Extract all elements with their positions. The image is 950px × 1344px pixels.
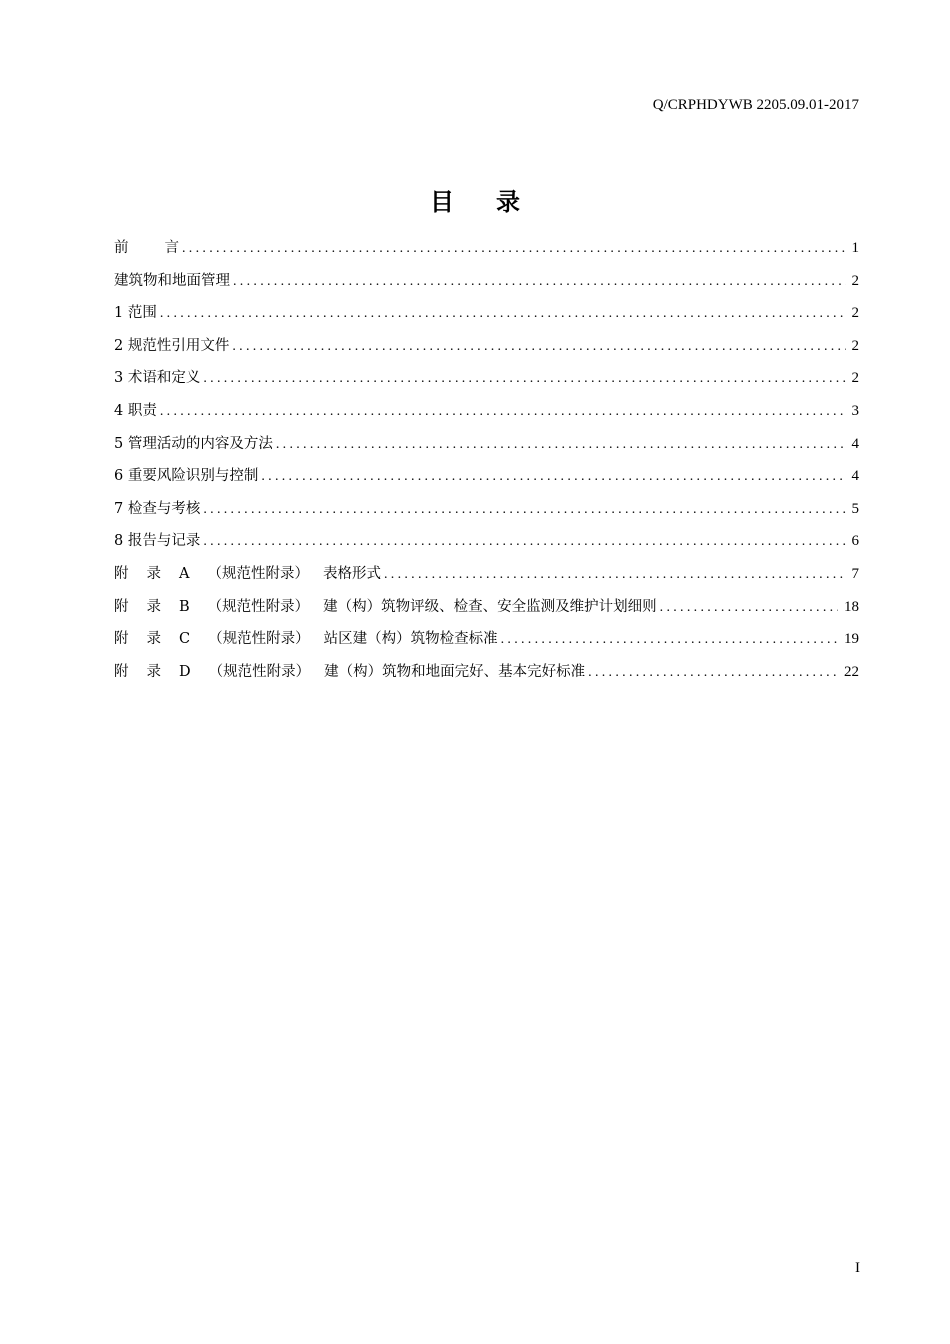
toc-entry-label-part: D bbox=[179, 663, 191, 680]
toc-entry-page: 4 bbox=[851, 468, 859, 485]
toc-entry-label-part: 8 报告与记录 bbox=[114, 533, 201, 550]
toc-entry-page: 6 bbox=[851, 533, 859, 550]
toc-entry[interactable] bbox=[114, 497, 859, 530]
toc-entry-label-part: 附 bbox=[114, 631, 129, 648]
toc-entry-label-part: 1 范围 bbox=[114, 305, 157, 322]
toc-entry-page: 2 bbox=[851, 272, 859, 289]
toc-title-part1: 目 bbox=[430, 188, 454, 216]
toc-leader-dots bbox=[160, 306, 846, 322]
toc-leader-dots bbox=[501, 632, 838, 648]
toc-entry[interactable] bbox=[114, 366, 859, 399]
toc-entry-label-part: 附 bbox=[114, 565, 129, 582]
toc-entry-label-part: （规范性附录） bbox=[208, 631, 310, 648]
toc-entry-label bbox=[114, 660, 588, 681]
toc-entry-label bbox=[114, 562, 384, 583]
toc-entry[interactable] bbox=[114, 269, 859, 302]
toc-entry-label-part: 站区建（构）筑物检查标准 bbox=[323, 631, 498, 648]
toc-leader-dots bbox=[276, 437, 846, 453]
toc-entry[interactable] bbox=[114, 334, 859, 367]
toc-entry-page: 2 bbox=[851, 370, 859, 387]
toc-title bbox=[0, 182, 950, 217]
toc-entry-page: 1 bbox=[851, 240, 859, 256]
toc-entry[interactable] bbox=[114, 236, 859, 269]
toc-entry-label bbox=[114, 529, 203, 550]
toc-leader-dots bbox=[203, 502, 845, 518]
toc-entry-page: 18 bbox=[844, 598, 859, 615]
toc-leader-dots bbox=[588, 665, 838, 681]
toc-entry-label-part: 建（构）筑物评级、检查、安全监测及维护计划细则 bbox=[323, 598, 657, 615]
toc-leader-dots bbox=[384, 567, 846, 583]
toc-entry-label bbox=[114, 366, 203, 387]
toc-entry[interactable] bbox=[114, 464, 859, 497]
toc-entry-page: 7 bbox=[851, 565, 859, 582]
toc-entry[interactable] bbox=[114, 301, 859, 334]
toc-entry-label-part: 3 术语和定义 bbox=[114, 370, 201, 387]
toc-leader-dots bbox=[660, 600, 838, 616]
toc-entry-page: 4 bbox=[851, 435, 859, 452]
toc-leader-dots bbox=[203, 371, 845, 387]
toc-entry-label-part: 7 检查与考核 bbox=[114, 500, 201, 517]
table-of-contents bbox=[114, 236, 859, 692]
toc-leader-dots bbox=[160, 404, 846, 420]
toc-entry-label-part: 附 bbox=[114, 663, 129, 680]
toc-entry-label bbox=[114, 432, 276, 453]
toc-entry-label-part: 5 管理活动的内容及方法 bbox=[114, 435, 273, 452]
toc-entry-label bbox=[114, 627, 501, 648]
toc-entry-label bbox=[114, 497, 203, 518]
toc-title-part2: 录 bbox=[496, 188, 520, 216]
toc-entry-label-part: 2 规范性引用文件 bbox=[114, 337, 230, 354]
toc-entry-label-part: （规范性附录） bbox=[207, 598, 310, 615]
toc-entry-label-part: 附 bbox=[114, 598, 129, 615]
toc-entry-label bbox=[114, 399, 160, 420]
toc-leader-dots bbox=[182, 241, 846, 257]
toc-entry-label-part: 录 bbox=[146, 663, 161, 680]
toc-entry-label-part: 建（构）筑物和地面完好、基本完好标准 bbox=[324, 663, 586, 680]
toc-entry-label-part: 录 bbox=[146, 598, 161, 615]
toc-entry-label-part: （规范性附录） bbox=[208, 663, 311, 680]
toc-entry-label-part: 前 bbox=[114, 240, 129, 256]
page-number: I bbox=[855, 1260, 860, 1276]
toc-leader-dots bbox=[261, 469, 845, 485]
toc-leader-dots bbox=[203, 534, 845, 550]
toc-entry[interactable] bbox=[114, 399, 859, 432]
toc-leader-dots bbox=[233, 274, 846, 290]
toc-entry-label bbox=[114, 301, 160, 322]
toc-entry[interactable] bbox=[114, 627, 859, 660]
toc-entry-label-part: 4 职责 bbox=[114, 402, 157, 419]
toc-entry-label bbox=[114, 236, 182, 257]
toc-entry-label-part: 6 重要风险识别与控制 bbox=[114, 468, 259, 485]
toc-entry-label-part: 表格形式 bbox=[322, 565, 381, 582]
toc-entry[interactable] bbox=[114, 660, 859, 693]
toc-entry-page: 22 bbox=[844, 663, 859, 680]
toc-entry-label bbox=[114, 595, 660, 616]
toc-entry-label-part: 录 bbox=[146, 631, 161, 648]
document-code: Q/CRPHDYWB 2205.09.01-2017 bbox=[652, 97, 859, 113]
toc-entry-page: 19 bbox=[844, 631, 859, 648]
toc-entry-page: 2 bbox=[851, 305, 859, 322]
toc-entry[interactable] bbox=[114, 562, 859, 595]
toc-leader-dots bbox=[232, 339, 845, 355]
toc-entry-label-part: A bbox=[179, 565, 190, 582]
toc-entry-label-part: 建筑物和地面管理 bbox=[114, 272, 230, 289]
toc-entry-label-part: （规范性附录） bbox=[207, 565, 309, 582]
toc-entry-page: 3 bbox=[851, 402, 859, 419]
toc-entry[interactable] bbox=[114, 595, 859, 628]
toc-entry[interactable] bbox=[114, 529, 859, 562]
toc-entry-label-part: C bbox=[179, 631, 191, 648]
toc-entry-label bbox=[114, 334, 232, 355]
toc-entry-label bbox=[114, 269, 233, 290]
toc-entry-page: 5 bbox=[851, 500, 859, 517]
toc-entry[interactable] bbox=[114, 432, 859, 465]
toc-entry-label-part: 录 bbox=[146, 565, 161, 582]
toc-entry-label-part: 言 bbox=[164, 240, 179, 256]
toc-entry-page: 2 bbox=[851, 337, 859, 354]
toc-entry-label bbox=[114, 464, 261, 485]
toc-entry-label-part: B bbox=[179, 598, 190, 615]
